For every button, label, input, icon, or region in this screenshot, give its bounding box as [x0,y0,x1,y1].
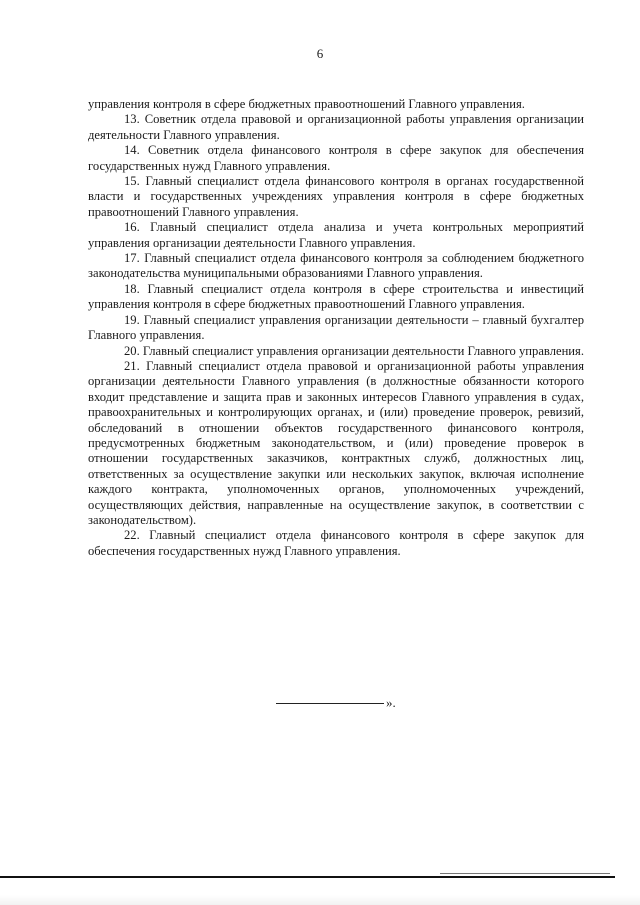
footer-rule [0,876,615,878]
paragraph-item-13: 13. Советник отдела правовой и организационной работы управления организации деятельности Главного управления. [88,112,584,142]
closing-quote: ». [386,695,396,710]
paragraph-item-21: 21. Главный специалист отдела правовой и организационной работы управления организации деятельности Главного управления (в должностные обязанности которого входит представление и защита прав и законных интересов Главного управления в судах, правоохранительных и контролирующих органах, и (или) проведение проверок, ревизий, обследований в отношении объектов государственного финансового контроля, предусмотренных бюджетным законодательством, и (или) проведение проверок в отношении государственных заказчиков, контрактных служб, должностных лиц, ответственных за осуществление закупки или нескольких закупок, включая исполнение каждого контракта, уполномоченных органов, уполномоченных учреждений, осуществляющих действия, направленные на осуществление закупок, в соответствии с законодательством). [88,358,584,527]
paragraph-item-17: 17. Главный специалист отдела финансового контроля за соблюдением бюджетного законодательства муниципальными образованиями Главного управления. [88,251,584,281]
paragraph-item-15: 15. Главный специалист отдела финансового контроля в органах государственной власти и государственных учреждениях управления контроля в сфере бюджетных правоотношений Главного управления. [88,174,584,219]
paragraph-item-19: 19. Главный специалист управления организации деятельности – главный бухгалтер Главного управления. [88,312,584,343]
page-number: 6 [316,46,324,61]
paragraph-continuation: управления контроля в сфере бюджетных правоотношений Главного управления. [88,97,525,111]
closing-line [276,695,396,711]
footer-faint-rule [440,873,610,874]
document-body [88,97,584,559]
paragraph-item-14: 14. Советник отдела финансового контроля в сфере закупок для обеспечения государственных нужд Главного управления. [88,143,584,173]
signature-underline [276,703,384,704]
scan-edge [0,895,640,905]
paragraph-item-22: 22. Главный специалист отдела финансового контроля в сфере закупок для обеспечения государственных нужд Главного управления. [88,528,584,558]
paragraph-item-16: 16. Главный специалист отдела анализа и учета контрольных мероприятий управления организации деятельности Главного управления. [88,220,584,250]
paragraph-item-18: 18. Главный специалист отдела контроля в сфере строительства и инвестиций управления контроля в сфере бюджетных правоотношений Главного управления. [88,281,584,312]
paragraph-item-20: 20. Главный специалист управления организации деятельности Главного управления. [124,343,584,358]
